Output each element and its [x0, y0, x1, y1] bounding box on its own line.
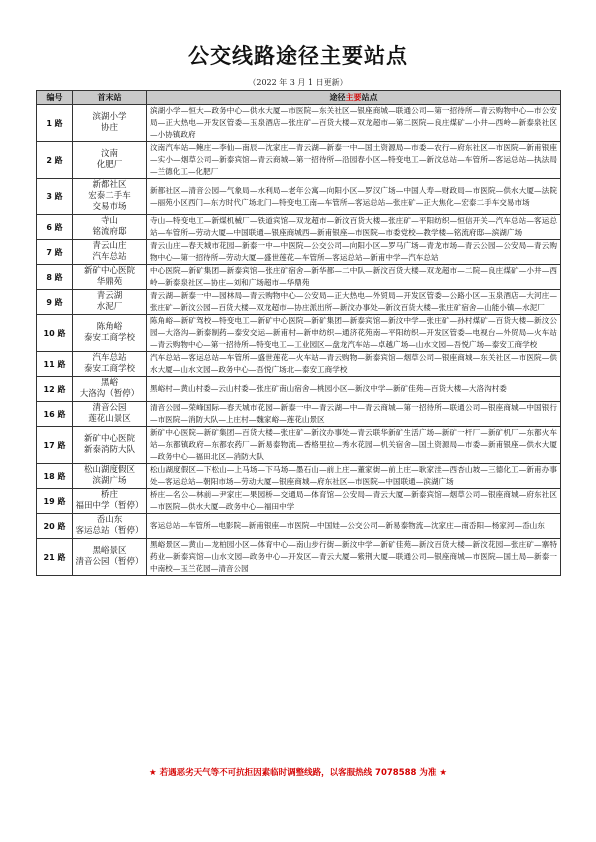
- route-stops: 桥庄—名公—林前—尹家庄—果园桥—交通局—体育馆—公安局—青云大厦—新泰宾馆—烟草公司—银座商城—府东社区—市医院—供水大厦—政务中心—福田中学: [147, 489, 561, 514]
- terminal-line: 新矿中心医院: [83, 434, 135, 444]
- route-terminals: [73, 179, 147, 215]
- route-stops: 客运总站—车管所—电影院—新甫银座—市医院—中国娃—公交公司—新易泰物流—沈家庄—南岙阳—杨家河—岙山东: [147, 514, 561, 539]
- route-terminals: [73, 464, 147, 489]
- route-stops: 汽车总站—客运总站—车管所—盛世莲花—火车站—青云购物—新泰宾馆—烟草公司—银座商城—东关社区—市医院—供水大厦—山水文园—政务中心—吾悦广场北—泰安工商学校: [147, 352, 561, 377]
- terminal-line: 滨湖广场: [92, 476, 127, 486]
- route-stops: 黑峪村—黄山村委—云山村委—张庄矿南山宿舍—桃园小区—新汶中学—新矿佳苑—百货大楼—大洛沟村委: [147, 377, 561, 402]
- terminal-line: 华鼎苑: [96, 277, 123, 287]
- route-stops: 新矿中心医院—新矿集团—百货大楼—张庄矿—新汶办事处—青云联华新矿生活广场—新矿一杆厂—新矿机厂—东都火车站—东都镇政府—东都农药厂—新易泰物流—香格里拉—秀水花园—机关宿舍—国土资源局—市委—新甫银座—供水大厦—政务中心—福田北区—消防大队: [147, 427, 561, 464]
- route-terminals: [73, 377, 147, 402]
- table-header-row: [37, 91, 561, 105]
- route-terminals: [73, 240, 147, 265]
- table-row: [37, 105, 561, 142]
- route-terminals: [73, 142, 147, 179]
- terminal-line: 青云湖: [96, 291, 123, 301]
- terminal-line: 清音公园（暂停）: [75, 557, 144, 567]
- update-date: （2022 年 3 月 1 日更新）: [248, 78, 348, 87]
- footer-notice: ★ 若遇恶劣天气等不可抗拒因素临时调整线路，以客服热线 7078588 为准 ★: [149, 768, 447, 778]
- terminal-line: 泰安工商学校: [83, 364, 135, 374]
- terminal-line: 福田中学（暂停）: [75, 501, 144, 511]
- route-number: 3 路: [37, 179, 73, 215]
- route-number: 12 路: [37, 377, 73, 402]
- terminal-line: 新矿中心医院: [83, 266, 135, 276]
- table-row: [37, 179, 561, 215]
- route-number: 6 路: [37, 215, 73, 240]
- table-row: [37, 464, 561, 489]
- route-number: 11 路: [37, 352, 73, 377]
- terminal-line: 滨湖小学: [92, 112, 127, 122]
- route-number: 8 路: [37, 265, 73, 290]
- table-row: [37, 539, 561, 576]
- terminal-line: 交易市场: [92, 202, 127, 212]
- terminal-line: 汶南: [100, 149, 118, 159]
- route-stops: 新都社区—清音公园—气象局—水利局—老年公寓—向阳小区—罗汉广场—中国人寿—财政局—市医院—供水大厦—法院—丽苑小区西门—东方时代广场北门—特变电工南—车管所—客运总站—张庄矿—正大焦化—宏泰二手车交易市场: [147, 179, 561, 215]
- terminal-line: 化肥厂: [96, 160, 123, 170]
- terminal-line: 汽车总站: [92, 353, 127, 363]
- route-stops: 中心医院—新矿集团—新泰宾馆—张庄矿宿舍—新华都—二中队—新汶百货大楼—双龙超市—二院—良庄煤矿—小井—西岭—新泰泉社区—协庄—刘和广场超市—华鼎苑: [147, 265, 561, 290]
- route-stops: 清音公园—荣峰国际—春天城市花园—新泰一中—青云湖—中—青云商城—第一招待所—联通公司—银座商城—中国银行—市医院—消防大队—上庄村—魏家峪—莲花山景区: [147, 402, 561, 427]
- header-stops-before: 途径: [329, 93, 346, 102]
- terminal-line: 铭流府邸: [92, 227, 127, 237]
- route-terminals: [73, 105, 147, 142]
- terminal-line: 黑峪: [100, 378, 118, 388]
- route-stops: 陈角峪—新矿驾校—特变电工—新矿中心医院—新矿集团—新泰宾馆—新汶中学—张庄矿—孙村煤矿—百货大楼—新汶公园—大洛沟—新泰制药—泰安交运—新甫村—新申纺织—通济花苑南—平阳纺织—开发区管委—电视台—外贸局—火车站—青云购物中心—第一招待所—特变电工—工业园区—盘龙汽车站—卓越广场—山水文园—吾悦广场—泰安工商学校: [147, 315, 561, 352]
- route-number: 16 路: [37, 402, 73, 427]
- route-stops: 松山湖度假区—下松山—上马场—下马场—墨石山—前上庄—董家街—前上庄—耿家洼—西杏山坡—三德化工—新甫办事处—客运总站—朝阳市场—劳动大厦—银座商城—府东社区—市医院—中国联通—滨湖广场: [147, 464, 561, 489]
- table-row: [37, 265, 561, 290]
- route-terminals: [73, 489, 147, 514]
- table-row: [37, 352, 561, 377]
- terminal-line: 泰安工商学校: [83, 333, 135, 343]
- route-terminals: [73, 315, 147, 352]
- route-stops: 青云山庄—春天城市花园—新泰一中—中医院—公交公司—向阳小区—罗马广场—青龙市场—青云公园—公安局—青云购物中心—第一招待所—劳动大厦—盛世莲花—车管所—客运总站—新甫中学—汽车总站: [147, 240, 561, 265]
- header-number: 编号: [37, 91, 73, 105]
- route-number: 10 路: [37, 315, 73, 352]
- header-stops-after: 站点: [361, 93, 378, 102]
- route-stops: 黑峪景区—黄山—龙柏园小区—体育中心—南山步行街—新汶中学—新矿佳苑—新汶百货大楼—新汶花园—张庄矿—寨特药业—新泰宾馆—山水文园—政务中心—开发区—青云大厦—紫荆大厦—联通公司—银座商城—市医院—国土局—新泰一中南校—玉兰花园—清音公园: [147, 539, 561, 576]
- route-stops: 汶南汽车站—鲍庄—李仙—南辰—沈家庄—青云湖—新泰一中—国土资源局—市委—农行—府东社区—市医院—新甫银座—实小—烟草公司—新泰宾馆—青云商城—第一招待所—沿园春小区—特变电工—新汶总站—车管所—客运总站—执法局—兰德化工—化肥厂: [147, 142, 561, 179]
- terminal-line: 大洛沟（暂停）: [79, 389, 140, 399]
- terminal-line: 客运总站（暂停）: [75, 526, 144, 536]
- table-row: [37, 514, 561, 539]
- table-row: [37, 427, 561, 464]
- route-terminals: [73, 427, 147, 464]
- table-row: [37, 215, 561, 240]
- route-number: 21 路: [37, 539, 73, 576]
- route-stops: 青云湖—新泰一中—园林局—青云购物中心—公安局—正大热电—外贸局—开发区管委—公路小区—玉泉酒店—大河庄—张庄矿—新汶公园—百货大楼—双龙超市—协庄派出所—新汶办事处—新汶百货大楼—张庄矿宿舍—山能小镇—水泥厂: [147, 290, 561, 315]
- route-number: 7 路: [37, 240, 73, 265]
- header-terminals: 首末站: [73, 91, 147, 105]
- terminal-line: 桥庄: [100, 490, 118, 500]
- terminal-line: 陈角峪: [96, 322, 123, 332]
- terminal-line: 新泰消防大队: [83, 445, 135, 455]
- terminal-line: 岙山东: [96, 515, 123, 525]
- terminal-line: 寺山: [100, 216, 118, 226]
- route-table: [36, 90, 561, 576]
- route-number: 20 路: [37, 514, 73, 539]
- route-terminals: [73, 290, 147, 315]
- route-terminals: [73, 265, 147, 290]
- route-terminals: [73, 514, 147, 539]
- terminal-line: 宏泰二手车: [88, 191, 131, 201]
- table-row: [37, 402, 561, 427]
- route-terminals: [73, 215, 147, 240]
- route-terminals: [73, 539, 147, 576]
- terminal-line: 松山湖度假区: [83, 465, 135, 475]
- route-stops: 滨湖小学—恒大—政务中心—供水大厦—市医院—东关社区—银座商城—联通公司—第一招待所—青云购物中心—市公安局—正大热电—开发区管委—玉泉酒店—张庄矿—百货大楼—双龙超市—第二医院—良庄煤矿—小井—西岭—新泰泉社区—小协镇政府: [147, 105, 561, 142]
- route-number: 18 路: [37, 464, 73, 489]
- route-table-body: [37, 105, 561, 576]
- route-number: 17 路: [37, 427, 73, 464]
- header-stops-highlight: 主要: [345, 93, 362, 102]
- route-number: 2 路: [37, 142, 73, 179]
- terminal-line: 青云山庄: [92, 241, 127, 251]
- route-number: 9 路: [37, 290, 73, 315]
- page-title: 公交线路途径主要站点: [188, 44, 408, 68]
- route-terminals: [73, 352, 147, 377]
- table-row: [37, 290, 561, 315]
- route-number: 19 路: [37, 489, 73, 514]
- terminal-line: 黑峪景区: [92, 546, 127, 556]
- header-stops: [147, 91, 561, 105]
- table-row: [37, 489, 561, 514]
- terminal-line: 汽车总站: [92, 252, 127, 262]
- table-row: [37, 315, 561, 352]
- route-terminals: [73, 402, 147, 427]
- terminal-line: 莲花山景区: [88, 414, 131, 424]
- table-row: [37, 240, 561, 265]
- route-stops: 寺山—特变电工—新煤机械厂—铁道宾馆—双龙超市—新汶百货大楼—张庄矿—平阳纺织—恒信开关—汽车总站—客运总站—车管所—劳动大厦—中国联通—银座商城西—新甫银座—市医院—市委党校—教学楼—铭流府邸—滨湖广场: [147, 215, 561, 240]
- route-number: 1 路: [37, 105, 73, 142]
- table-row: [37, 377, 561, 402]
- table-row: [37, 142, 561, 179]
- terminal-line: 水泥厂: [96, 302, 123, 312]
- terminal-line: 清音公园: [92, 403, 127, 413]
- terminal-line: 新都社区: [92, 180, 127, 190]
- terminal-line: 协庄: [100, 123, 118, 133]
